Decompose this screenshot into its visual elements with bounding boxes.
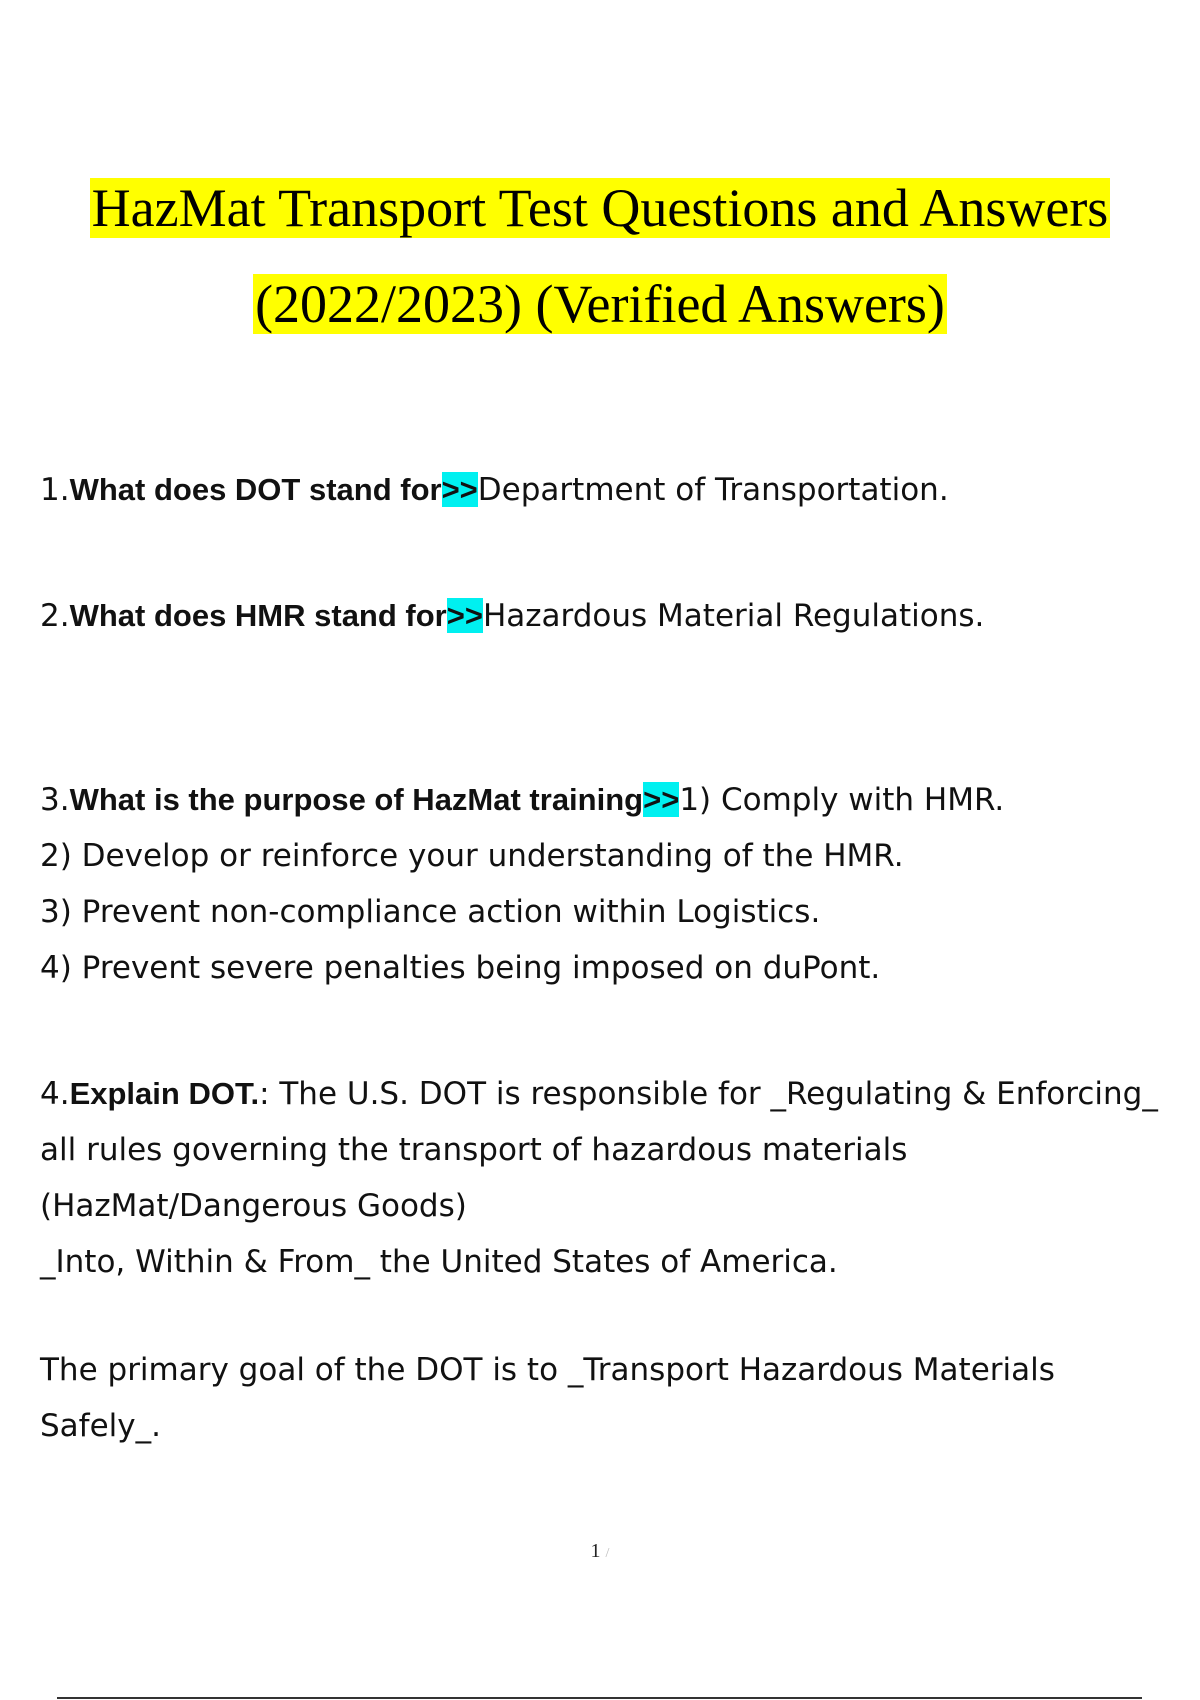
title-line-1-text: HazMat Transport Test Questions and Answers xyxy=(91,178,1109,238)
title-line-2 xyxy=(0,256,1200,352)
question-3-answer: 1) Comply with HMR. xyxy=(679,782,1005,818)
question-1-text: What does DOT stand for xyxy=(69,472,442,507)
question-4-answer-line-2: _Into, Within & From_ the United States of America. xyxy=(40,1244,838,1280)
question-1-number: 1. xyxy=(40,472,70,508)
question-3-list-item: 2) Develop or reinforce your understanding of the HMR. xyxy=(40,838,904,874)
question-4 xyxy=(40,1066,1170,1234)
bottom-divider xyxy=(57,1697,1142,1699)
title-line-2-text: (2022/2023) (Verified Answers) xyxy=(255,274,945,334)
question-1-answer: Department of Transportation. xyxy=(477,472,949,508)
qa-content xyxy=(40,462,1170,1454)
question-3-number: 3. xyxy=(40,782,70,818)
question-2-number: 2. xyxy=(40,598,70,634)
question-2-separator: >> xyxy=(446,598,483,633)
question-4-separator: : xyxy=(259,1076,270,1112)
question-4-text: Explain DOT. xyxy=(69,1076,260,1111)
spacer xyxy=(40,644,1170,772)
question-3 xyxy=(40,772,1170,828)
page-number-separator: / xyxy=(605,1546,610,1561)
question-4-answer: The U.S. DOT is responsible for _Regulating & Enforcing_ all rules governing the transport of hazardous materials (HazMat/Dangerous Goods) xyxy=(40,1076,1158,1224)
question-3-list-item: 4) Prevent severe penalties being imposed on duPont. xyxy=(40,950,881,986)
title-line-1 xyxy=(0,160,1200,256)
question-1 xyxy=(40,462,1170,518)
document-title xyxy=(0,160,1200,352)
question-2-text: What does HMR stand for xyxy=(69,598,447,633)
page-number xyxy=(0,1540,1200,1563)
question-1-separator: >> xyxy=(441,472,478,507)
question-4-paragraph-2: The primary goal of the DOT is to _Transport Hazardous Materials Safely_. xyxy=(40,1352,1055,1444)
spacer xyxy=(40,518,1170,588)
question-2-answer: Hazardous Material Regulations. xyxy=(482,598,985,634)
question-2 xyxy=(40,588,1170,644)
spacer xyxy=(40,996,1170,1066)
spacer xyxy=(40,1290,1170,1342)
page-number-value: 1 xyxy=(590,1540,601,1562)
question-3-text: What is the purpose of HazMat training xyxy=(69,782,644,817)
question-3-list-item: 3) Prevent non-compliance action within Logistics. xyxy=(40,894,821,930)
question-3-separator: >> xyxy=(643,782,680,817)
question-4-number: 4. xyxy=(40,1076,70,1112)
